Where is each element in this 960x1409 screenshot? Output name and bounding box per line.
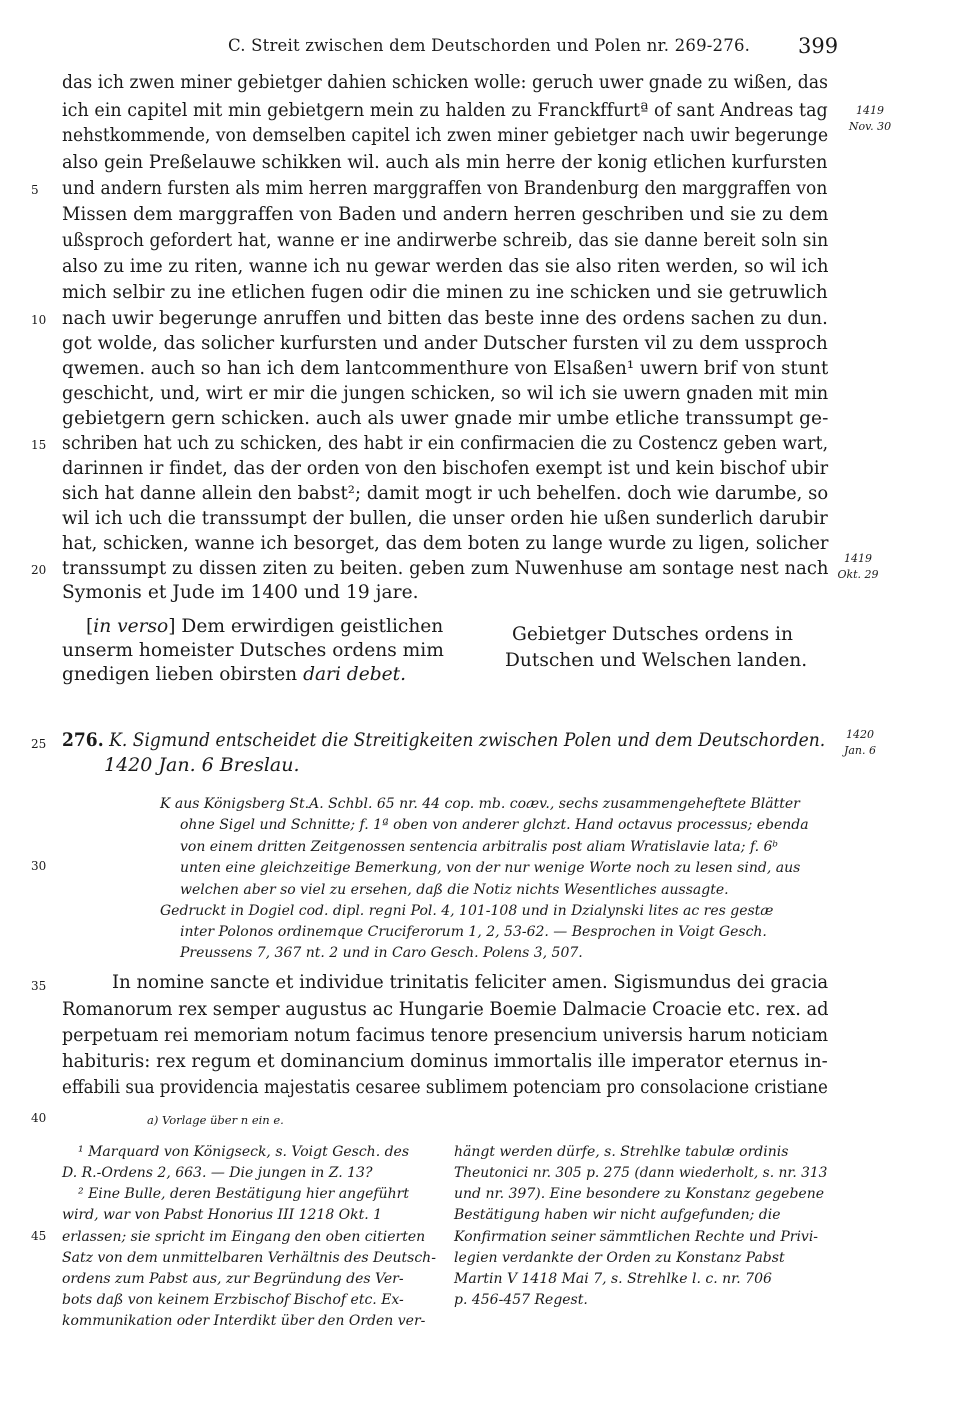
latin-line: perpetuam rei memoriam notum facimus tenore presencium universis harum noticiam — [62, 1025, 829, 1046]
textual-note-a — [147, 1113, 284, 1127]
margin-date — [830, 729, 890, 757]
entry-title-date-text: 1420 Jan. 6 Breslau. — [104, 754, 300, 776]
entry-title-text: K. Sigmund entscheidet die Streitigkeiten zwischen Polen und dem Deutschorden. — [109, 729, 826, 751]
entry-heading — [62, 727, 825, 753]
footnote-line — [454, 1142, 788, 1163]
source-line — [180, 922, 767, 944]
footnote-text: ² Eine Bulle, deren Bestätigung hier angeführt — [78, 1186, 409, 1202]
footnote-line — [62, 1290, 404, 1311]
text-line: nehstkommende, von demselben capitel ich zwen miner gebietger nach uwir begerunge — [62, 125, 829, 146]
footnote-line — [62, 1311, 425, 1332]
footnote-text: wird, war von Pabst Honorius III 1218 Okt. 1 — [62, 1207, 383, 1223]
line-number: 35 — [31, 979, 47, 993]
verso-text: Dem erwirdigen geistlichen — [181, 616, 444, 637]
text-line: mich selbir zu ine etlichen fugen odir die minen zu ine schicken und sie getruwlich — [62, 282, 828, 303]
source-line — [180, 815, 809, 837]
source-line — [160, 901, 773, 923]
footnote-line — [62, 1205, 382, 1226]
footnote-text: Satz von dem unmittelbaren Verhältnis des Deutsch- — [62, 1250, 436, 1266]
text-line: also gein Preßelauwe schikken wil. auch als min herre der konig etlichen kurfursten — [62, 152, 828, 173]
latin-line: habituris: rex regum et dominancium dominus immortalis ille imperator eternus in- — [62, 1051, 828, 1072]
line-number: 40 — [31, 1111, 47, 1125]
footnote-text: legien verdankte der Orden zu Konstanz Pabst — [454, 1250, 785, 1266]
footnote-text: und nr. 397). Eine besondere zu Konstanz gegebene — [454, 1186, 825, 1202]
verso-address-line: unserm homeister Dutsches ordens mim — [62, 640, 444, 661]
verso-latin: dari debet. — [303, 664, 406, 685]
text-line: geschicht, und, wirt er mir die jungen schicken, so wil ich sie uwern gnaden mit min — [62, 383, 829, 404]
footnote-text: Martin V 1418 Mai 7, s. Strehlke l. c. nr. 706 — [454, 1271, 772, 1287]
footnote-text: Theutonici nr. 305 p. 275 (dann wiederholt, s. nr. 313 — [454, 1165, 828, 1181]
margin-date-year: 1419 — [856, 104, 884, 117]
margin-date — [828, 553, 888, 581]
text-line: Missen dem marggraffen von Baden und andern herren geschriben und sie zu dem — [62, 204, 829, 225]
footnote-line — [454, 1205, 781, 1226]
verso-text: gnedigen lieben obirsten — [62, 664, 304, 685]
source-line-text: welchen aber so viel zu ersehen, daß die Notiz nichts Wesentliches aussagte. — [180, 882, 729, 898]
entry-number: 276. — [62, 729, 104, 751]
line-number: 15 — [31, 438, 47, 452]
text-line: also zu ime zu riten, wanne ich nu gewar werden das sie also riten werden, so wil ich — [62, 256, 829, 277]
text-line: schriben hat uch zu schicken, des habt ir ein confirmacien die zu Costencz geben wart, — [62, 433, 829, 454]
sender-line: Gebietger Dutsches ordens in — [512, 624, 793, 645]
margin-date-year: 1419 — [844, 552, 872, 565]
footnote-line — [454, 1163, 827, 1184]
footnote-text: kommunikation oder Interdikt über den Orden ver- — [62, 1313, 426, 1329]
text-line: hat, schicken, wanne ich besorget, das dem boten zu lange wurde zu ligen, solicher — [62, 533, 829, 554]
margin-date-day: Nov. 30 — [848, 120, 892, 133]
footnote-text: ordens zum Pabst aus, zur Begründung des Ver- — [62, 1271, 404, 1287]
verso-address-line — [62, 662, 406, 688]
text-line: Symonis et Jude im 1400 und 19 jare. — [62, 582, 419, 603]
source-line — [180, 880, 729, 902]
textual-note-text: a) Vorlage über n ein e. — [147, 1113, 284, 1127]
source-line-text: Gedruckt in Dogiel cod. dipl. regni Pol. 4, 101-108 und in Dzialynski lites ac res gestæ — [160, 903, 774, 919]
footnote-line — [62, 1163, 372, 1184]
footnote-text: ¹ Marquard von Königseck, s. Voigt Gesch. des — [78, 1144, 410, 1160]
footnote-text: p. 456-457 Regest. — [454, 1292, 588, 1308]
source-line — [160, 794, 800, 816]
text-line: gebietgern gern schicken. auch als uwer gnade mir umbe etliche transsumpt ge- — [62, 408, 829, 429]
footnote-line — [454, 1290, 588, 1311]
footnote-line — [78, 1142, 409, 1163]
footnote-line — [62, 1269, 404, 1290]
footnote-line — [454, 1269, 772, 1290]
footnote-line — [62, 1227, 425, 1248]
source-line-text: K aus Königsberg St.A. Schbl. 65 nr. 44 cop. mb. coæv., sechs zusammengeheftete Blätter — [160, 796, 800, 812]
line-number: 45 — [31, 1229, 47, 1243]
latin-line: effabili sua providencia majestatis cesaree sublimem potenciam pro consolacione cristiane — [62, 1077, 828, 1098]
margin-date-year: 1420 — [846, 728, 874, 741]
text-line: ußsproch gefordert hat, wanne er ine andirwerbe schreib, das sie danne bereit soln sin — [62, 230, 829, 251]
line-number: 10 — [31, 313, 47, 327]
footnote-text: D. R.-Ordens 2, 663. — Die jungen in Z. 13? — [62, 1165, 373, 1181]
footnote-text: hängt werden dürfe, s. Strehlke tabulæ ordinis — [454, 1144, 789, 1160]
text-line: und andern fursten als mim herren marggraffen von Brandenburg den marggraffen von — [62, 178, 828, 199]
footnote-line — [62, 1248, 436, 1269]
source-line-text: inter Polonos ordinemque Cruciferorum 1, 2, 53-62. — Besprochen in Voigt Gesch. — [180, 924, 767, 940]
source-line-text: unten eine gleichzeitige Bemerkung, von der nur wenige Worte noch zu lesen sind, aus — [180, 860, 801, 876]
line-number: 20 — [31, 563, 47, 577]
footnote-line — [454, 1184, 824, 1205]
line-number: 5 — [31, 183, 39, 197]
source-line-text: ohne Sigel und Schnitte; f. 1ª oben von anderer glchzt. Hand octavus processus; ebenda — [180, 817, 809, 833]
source-line — [180, 943, 583, 965]
margin-date-day: Jan. 6 — [843, 744, 877, 757]
footnote-line — [78, 1184, 409, 1205]
text-line: sich hat danne allein den babst²; damit mogt ir uch behelfen. doch wie darumbe, so — [62, 483, 829, 504]
text-line: das ich zwen miner gebietger dahien schicken wolle: geruch uwer gnade zu wißen, das — [62, 72, 828, 93]
footnote-line — [454, 1227, 818, 1248]
text-line: transsumpt zu dissen ziten zu beiten. geben zum Nuwenhuse am sontage nest nach — [62, 558, 829, 579]
entry-title-date — [104, 752, 300, 778]
running-header: C. Streit zwischen dem Deutschorden und Polen nr. 269-276. — [228, 36, 751, 55]
footnote-line — [454, 1248, 785, 1269]
footnote-text: erlassen; sie spricht im Eingang den oben citierten — [62, 1229, 426, 1245]
text-line: wil ich uch die transsumpt der bullen, die unser orden hie ußen sunderlich darubir — [62, 508, 828, 529]
margin-date — [840, 105, 900, 133]
source-line — [180, 858, 800, 880]
verso-address-line: [in verso] Dem erwirdigen geistlichen — [86, 616, 444, 637]
sender-line: Dutschen und Welschen landen. — [505, 650, 808, 671]
source-line-text: Preussens 7, 367 nt. 2 und in Caro Gesch. Polens 3, 507. — [180, 945, 583, 961]
text-line: ich ein capitel mit min gebietgern mein zu halden zu Franckffurtª of sant Andreas tag — [62, 100, 828, 121]
text-line: nach uwir begerunge anruffen und bitten das beste inne des ordens sachen zu dun. — [62, 308, 828, 329]
latin-line: Romanorum rex semper augustus ac Hungarie Boemie Dalmacie Croacie etc. rex. ad — [62, 999, 829, 1020]
verso-tag: in verso — [93, 616, 169, 637]
latin-line: In nomine sancte et individue trinitatis feliciter amen. Sigismundus dei gracia — [112, 972, 829, 993]
line-number: 25 — [31, 737, 47, 751]
margin-date-day: Okt. 29 — [837, 568, 879, 581]
text-line: qwemen. auch so han ich dem lantcommenthure von Elsaßen¹ uwern brif von stunt — [62, 358, 829, 379]
footnote-text: Konfirmation seiner sämmtlichen Rechte und Privi- — [454, 1229, 819, 1245]
text-line: got wolde, das solicher kurfursten und ander Dutscher fursten vil zu dem ussproch — [62, 333, 828, 354]
footnote-text: Bestätigung haben wir nicht aufgefunden; die — [454, 1207, 781, 1223]
text-line: darinnen ir findet, das der orden von den bischofen exempt ist und kein bischof ubir — [62, 458, 829, 479]
line-number: 30 — [31, 859, 47, 873]
footnote-text: bots daß von keinem Erzbischof Bischof etc. Ex- — [62, 1292, 404, 1308]
page-number: 399 — [798, 34, 839, 58]
source-line-text: von einem dritten Zeitgenossen sentencia arbitralis post aliam Wratislavie lata; f. 6ᵇ — [180, 839, 779, 855]
source-line — [180, 837, 778, 859]
